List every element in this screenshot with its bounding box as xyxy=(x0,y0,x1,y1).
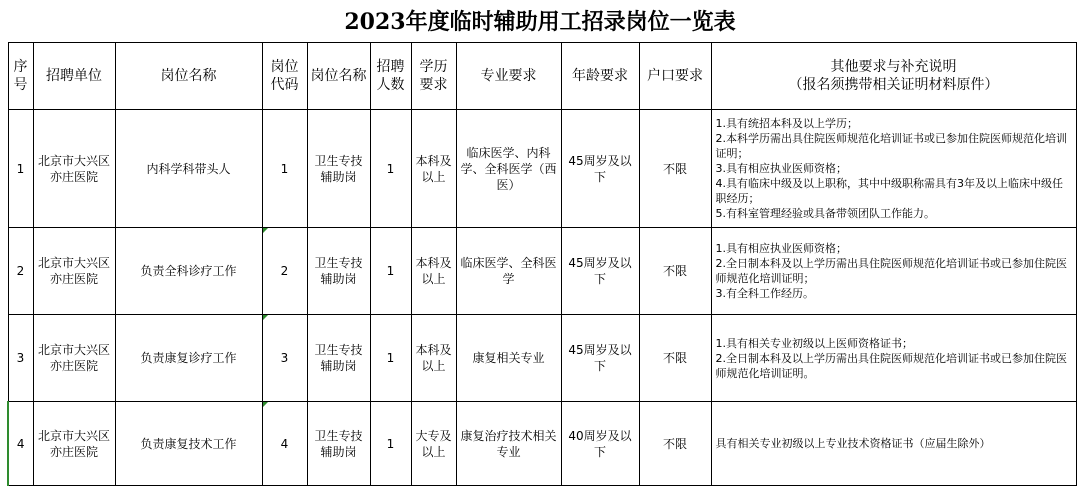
cell-unit: 北京市大兴区亦庄医院 xyxy=(33,315,115,402)
cell-unit: 北京市大兴区亦庄医院 xyxy=(33,228,115,315)
cell-age: 45周岁及以下 xyxy=(561,110,639,228)
header-post-type: 岗位名称 xyxy=(307,43,370,110)
cell-count: 1 xyxy=(370,402,411,486)
table-row xyxy=(8,402,1076,486)
cell-count: 1 xyxy=(370,315,411,402)
cell-education: 大专及以上 xyxy=(411,402,456,486)
header-unit: 招聘单位 xyxy=(33,43,115,110)
cell-seq: 3 xyxy=(8,315,33,402)
cell-hukou: 不限 xyxy=(639,402,711,486)
table-row xyxy=(8,110,1076,228)
cell-notes xyxy=(711,402,1076,486)
cell-major: 临床医学、全科医学 xyxy=(456,228,561,315)
cell-post-code: 1 xyxy=(262,110,307,228)
note-line: 1.具有相关专业初级以上医师资格证书； xyxy=(715,336,913,350)
header-age: 年龄要求 xyxy=(561,43,639,110)
header-hukou: 户口要求 xyxy=(639,43,711,110)
table-row xyxy=(8,228,1076,315)
cell-education: 本科及以上 xyxy=(411,315,456,402)
header-seq: 序号 xyxy=(8,43,33,110)
cell-post-code: 3 xyxy=(262,315,307,402)
cell-count: 1 xyxy=(370,110,411,228)
cell-age: 40周岁及以下 xyxy=(561,402,639,486)
cell-major: 康复治疗技术相关专业 xyxy=(456,402,561,486)
positions-table xyxy=(7,42,1077,486)
cell-post-type: 卫生专技辅助岗 xyxy=(307,228,370,315)
header-education: 学历要求 xyxy=(411,43,456,110)
note-line: 1.具有统招本科及以上学历； xyxy=(715,117,858,130)
header-row xyxy=(8,43,1076,110)
cell-count: 1 xyxy=(370,228,411,315)
note-line: 3.具有相应执业医师资格； xyxy=(715,162,847,175)
header-post-name: 岗位名称 xyxy=(115,43,262,110)
header-post-code: 岗位代码 xyxy=(262,43,307,110)
cell-notes xyxy=(711,110,1076,228)
cell-notes xyxy=(711,228,1076,315)
header-major: 专业要求 xyxy=(456,43,561,110)
cell-hukou: 不限 xyxy=(639,315,711,402)
header-notes-line1: 其他要求与补充说明 xyxy=(830,59,957,75)
cell-seq: 4 xyxy=(8,402,33,486)
note-line: 2.全日制本科及以上学历需出具住院医师规范化培训证书或已参加住院医师规范化培训证明。 xyxy=(715,351,1067,380)
cell-post-name: 负责全科诊疗工作 xyxy=(115,228,262,315)
note-line: 5.有科室管理经验或具备带领团队工作能力。 xyxy=(715,207,935,220)
note-line: 具有相关专业初级以上专业技术资格证书（应届生除外） xyxy=(715,437,991,450)
cell-hukou: 不限 xyxy=(639,228,711,315)
cell-hukou: 不限 xyxy=(639,110,711,228)
cell-notes xyxy=(711,315,1076,402)
cell-major: 临床医学、内科学、全科医学（西医） xyxy=(456,110,561,228)
cell-post-type: 卫生专技辅助岗 xyxy=(307,402,370,486)
cell-post-code: 2 xyxy=(262,228,307,315)
note-line: 2.本科学历需出具住院医师规范化培训证书或已参加住院医师规范化培训证明； xyxy=(715,132,1067,160)
cell-age: 45周岁及以下 xyxy=(561,315,639,402)
cell-unit: 北京市大兴区亦庄医院 xyxy=(33,110,115,228)
table-row xyxy=(8,315,1076,402)
note-line: 1.具有相应执业医师资格； xyxy=(715,242,847,255)
cell-major: 康复相关专业 xyxy=(456,315,561,402)
note-line: 3.有全科工作经历。 xyxy=(715,287,814,300)
cell-post-type: 卫生专技辅助岗 xyxy=(307,110,370,228)
cell-post-name: 内科学科带头人 xyxy=(115,110,262,228)
cell-unit: 北京市大兴区亦庄医院 xyxy=(33,402,115,486)
cell-age: 45周岁及以下 xyxy=(561,228,639,315)
header-notes-line2: （报名须携带相关证明材料原件） xyxy=(788,77,999,93)
note-line: 4.具有临床中级及以上职称，其中中级职称需具有3年及以上临床中级任职经历； xyxy=(715,177,1063,205)
note-line: 2.全日制本科及以上学历需出具住院医师规范化培训证书或已参加住院医师规范化培训证明； xyxy=(715,257,1067,285)
cell-seq: 1 xyxy=(8,110,33,228)
cell-post-code: 4 xyxy=(262,402,307,486)
cell-post-name: 负责康复技术工作 xyxy=(115,402,262,486)
page-title: 2023年度临时辅助用工招录岗位一览表 xyxy=(344,8,736,35)
cell-education: 本科及以上 xyxy=(411,110,456,228)
cell-post-type: 卫生专技辅助岗 xyxy=(307,315,370,402)
cell-seq: 2 xyxy=(8,228,33,315)
cell-post-name: 负责康复诊疗工作 xyxy=(115,315,262,402)
header-count: 招聘人数 xyxy=(370,43,411,110)
cell-education: 本科及以上 xyxy=(411,228,456,315)
header-notes xyxy=(711,43,1076,110)
